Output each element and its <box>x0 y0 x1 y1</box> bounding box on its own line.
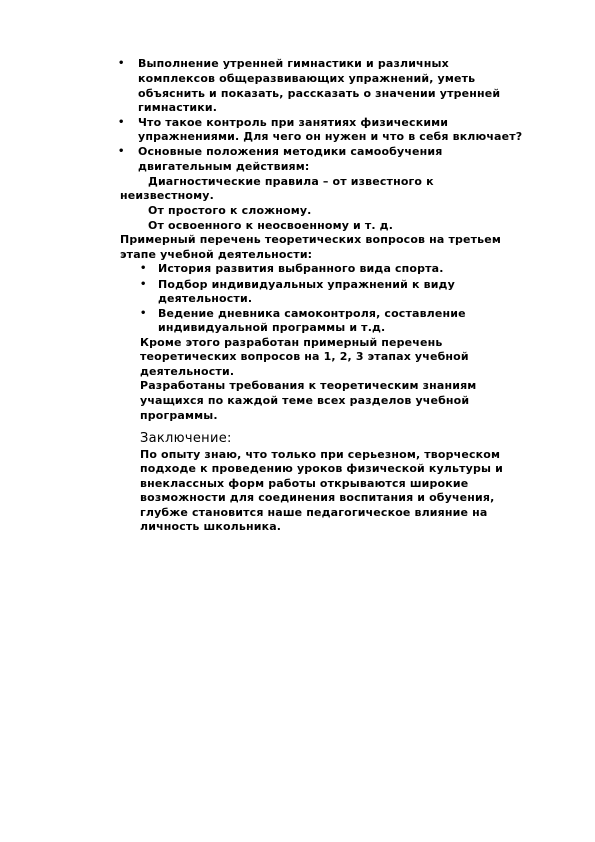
list-item-line: объяснить и показать, рассказать о значении утренней <box>138 87 501 100</box>
list-item-line: гимнастики. <box>138 101 218 114</box>
list-item-line: двигательным действиям: <box>138 160 310 173</box>
bullet-icon: • <box>140 263 147 274</box>
conclusion-line: глубже становится наше педагогическое влияние на <box>140 506 488 519</box>
principle-line: От освоенного к неосвоенному и т. д. <box>148 219 394 232</box>
conclusion-line: личность школьника. <box>140 520 282 533</box>
bullet-icon: • <box>118 146 125 157</box>
bullet-icon: • <box>140 279 147 290</box>
list-item-line: Подбор индивидуальных упражнений к виду <box>158 278 455 291</box>
list-item-line: Ведение дневника самоконтроля, составление <box>158 307 466 320</box>
principle-line: неизвестному. <box>120 189 214 202</box>
principle-line: От простого к сложному. <box>148 204 312 217</box>
paragraph-line: деятельности. <box>140 365 235 378</box>
list-item-line: Основные положения методики самообучения <box>138 145 443 158</box>
list-item-line: Выполнение утренней гимнастики и различных <box>138 57 449 70</box>
paragraph-line: Кроме этого разработан примерный перечень <box>140 336 443 349</box>
bullet-icon: • <box>118 58 125 69</box>
paragraph-line: теоретических вопросов на 1, 2, 3 этапах учебной <box>140 350 469 363</box>
conclusion-line: По опыту знаю, что только при серьезном, творческом <box>140 448 501 461</box>
list-item-line: упражнениями. Для чего он нужен и что в себя включает? <box>138 130 523 143</box>
paragraph-line: Разработаны требования к теоретическим знаниям <box>140 379 477 392</box>
intro-line: Примерный перечень теоретических вопросов на третьем <box>120 233 501 246</box>
list-item-line: комплексов общеразвивающих упражнений, уметь <box>138 72 476 85</box>
bullet-icon: • <box>140 308 147 319</box>
list-item-line: деятельности. <box>158 292 253 305</box>
conclusion-line: возможности для соединения воспитания и обучения, <box>140 491 495 504</box>
conclusion-line: внеклассных форм работы открываются широкие <box>140 477 469 490</box>
paragraph-line: учащихся по каждой теме всех разделов учебной <box>140 394 470 407</box>
bullet-icon: • <box>118 117 125 128</box>
conclusion-heading: Заключение: <box>140 431 232 446</box>
list-item-line: История развития выбранного вида спорта. <box>158 262 444 275</box>
list-item-line: Что такое контроль при занятиях физическими <box>138 116 449 129</box>
paragraph-line: программы. <box>140 409 218 422</box>
intro-line: этапе учебной деятельности: <box>120 248 313 261</box>
principle-line: Диагностические правила – от известного к <box>148 175 434 188</box>
conclusion-line: подходе к проведению уроков физической культуры и <box>140 462 503 475</box>
list-item-line: индивидуальной программы и т.д. <box>158 321 386 334</box>
